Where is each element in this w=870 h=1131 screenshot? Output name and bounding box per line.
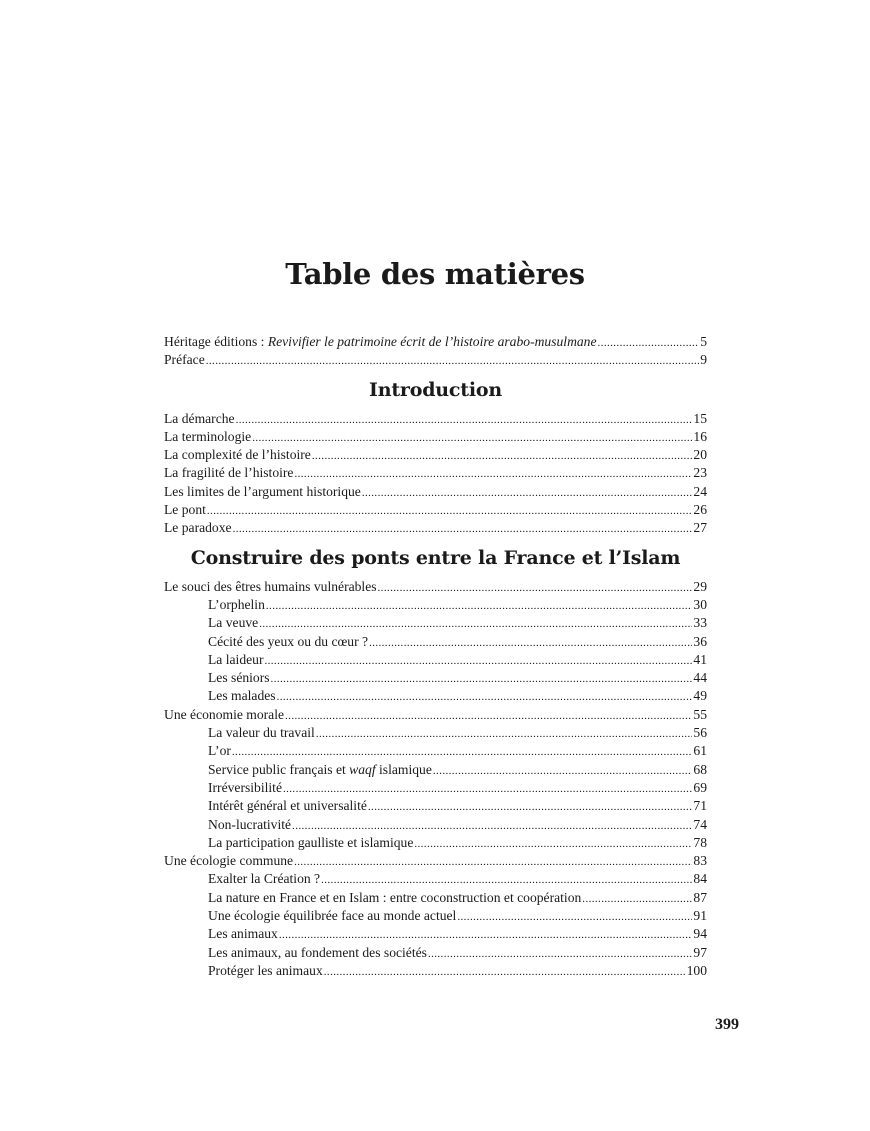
dot-leader bbox=[236, 411, 693, 429]
toc-entry-title-text: La participation gaulliste et islamique bbox=[208, 834, 414, 850]
toc-entry bbox=[164, 410, 707, 428]
toc-entry-page: 100 bbox=[686, 962, 707, 978]
dot-leader bbox=[312, 447, 693, 465]
toc-entry bbox=[164, 742, 707, 760]
toc-entry-title-text: La terminologie bbox=[164, 428, 252, 444]
toc-entry-page: 26 bbox=[693, 502, 707, 518]
toc-entry bbox=[164, 761, 707, 779]
toc-entry-title-text: Une écologie commune bbox=[164, 853, 294, 869]
toc-entry-title bbox=[208, 687, 276, 705]
toc-entry-title-text: Préface bbox=[164, 352, 205, 368]
toc-entry-title-text: Le pont bbox=[164, 502, 206, 518]
toc-entry-title bbox=[164, 410, 235, 428]
toc-entry bbox=[164, 834, 707, 852]
toc-entry-title-italic: waqf bbox=[349, 761, 376, 777]
toc-entry bbox=[164, 907, 707, 925]
toc-entry-page: 9 bbox=[700, 352, 707, 368]
toc-entry-title bbox=[164, 483, 361, 501]
toc-entry bbox=[164, 519, 707, 537]
dot-leader bbox=[292, 817, 692, 835]
toc-entry-page: 68 bbox=[693, 761, 707, 777]
toc-entry bbox=[164, 944, 707, 962]
toc-entry-title bbox=[164, 351, 205, 369]
toc-entry-title bbox=[164, 464, 293, 482]
dot-leader bbox=[428, 945, 692, 963]
toc-entry-page: 56 bbox=[693, 725, 707, 741]
toc-entry-page: 24 bbox=[693, 483, 707, 499]
toc-entry-page: 29 bbox=[693, 578, 707, 594]
toc-entry bbox=[164, 351, 707, 369]
toc-entry-title-text: La complexité de l’histoire bbox=[164, 447, 311, 463]
toc-entry-title-text: L’or bbox=[208, 743, 231, 759]
toc-entry bbox=[164, 706, 707, 724]
toc-entry bbox=[164, 669, 707, 687]
toc-entry-page: 74 bbox=[693, 816, 707, 832]
toc-entry-page: 33 bbox=[693, 615, 707, 631]
toc-entry-title-text: Intérêt général et universalité bbox=[208, 798, 367, 814]
toc-entry-title-text: islamique bbox=[375, 761, 432, 777]
toc-entry-page: 55 bbox=[693, 706, 707, 722]
toc-entry-page: 41 bbox=[693, 651, 707, 667]
toc-entry-title-text: Les séniors bbox=[208, 670, 270, 686]
dot-leader bbox=[232, 743, 693, 761]
dot-leader bbox=[362, 484, 693, 502]
dot-leader bbox=[433, 762, 693, 780]
toc-entry-page: 27 bbox=[693, 520, 707, 536]
dot-leader bbox=[294, 853, 692, 871]
toc-entry-title bbox=[208, 742, 231, 760]
dot-leader bbox=[271, 670, 693, 688]
dot-leader bbox=[264, 652, 692, 670]
toc-entry-page: 87 bbox=[693, 889, 707, 905]
toc-entry-title bbox=[208, 907, 456, 925]
toc-entry-page: 5 bbox=[700, 334, 707, 349]
toc-entry-title-text: La fragilité de l’histoire bbox=[164, 465, 294, 481]
toc-entry-title-text: La laideur bbox=[208, 651, 264, 667]
toc-entry-title bbox=[208, 889, 581, 907]
toc-entry-title bbox=[208, 925, 278, 943]
toc-entry-title bbox=[164, 852, 293, 870]
dot-leader bbox=[378, 579, 693, 597]
toc-entry bbox=[164, 651, 707, 669]
toc-entry-title-text: Une économie morale bbox=[164, 706, 285, 722]
toc-entry-title-text: Les limites de l’argument historique bbox=[164, 483, 361, 499]
section-heading: Introduction bbox=[369, 378, 502, 401]
toc-entry-title-text: Protéger les animaux bbox=[208, 962, 323, 978]
dot-leader bbox=[316, 725, 693, 743]
dot-leader bbox=[277, 688, 693, 706]
dot-leader bbox=[206, 352, 699, 370]
toc-entry-page: 36 bbox=[693, 633, 707, 649]
toc-entry-title bbox=[208, 797, 367, 815]
toc-entry bbox=[164, 687, 707, 705]
toc-entry-page: 30 bbox=[693, 596, 707, 612]
toc-entry-title bbox=[208, 834, 413, 852]
toc-entry-page: 71 bbox=[693, 798, 707, 814]
toc-entry-title-italic: Revivifier le patrimoine écrit de l’histoire arabo-musulmane bbox=[267, 334, 597, 349]
toc-entry-title-text: Cécité des yeux ou du cœur ? bbox=[208, 633, 369, 649]
toc-entry-title bbox=[208, 779, 282, 797]
dot-leader bbox=[324, 963, 686, 981]
dot-leader bbox=[582, 890, 692, 908]
dot-leader bbox=[414, 835, 692, 853]
dot-leader bbox=[457, 908, 692, 926]
toc-entry bbox=[164, 724, 707, 742]
toc-entry-title bbox=[208, 651, 263, 669]
toc-entry-title bbox=[208, 669, 270, 687]
toc-entry-title-text: Irréversibilité bbox=[208, 779, 282, 795]
toc-entry-title bbox=[208, 944, 427, 962]
toc-entry-title bbox=[164, 446, 311, 464]
dot-leader bbox=[368, 798, 693, 816]
toc-entry-page: 69 bbox=[693, 779, 707, 795]
page-title: Table des matières bbox=[285, 257, 585, 291]
toc-entry bbox=[164, 333, 707, 351]
toc-entry-title-text: La nature en France et en Islam : entre coconstruction et coopération bbox=[208, 889, 582, 905]
section-heading: Construire des ponts entre la France et l’Islam bbox=[190, 546, 681, 569]
toc-entry-page: 97 bbox=[693, 944, 707, 960]
toc-entry bbox=[164, 501, 707, 519]
toc-entry-title bbox=[208, 816, 291, 834]
toc-entry-title bbox=[208, 614, 258, 632]
dot-leader bbox=[321, 871, 692, 889]
toc-entry bbox=[164, 779, 707, 797]
toc-entry-title bbox=[164, 578, 377, 596]
toc-entry-title bbox=[164, 428, 251, 446]
toc-entry-title bbox=[208, 633, 368, 651]
dot-leader bbox=[369, 634, 692, 652]
toc-entry bbox=[164, 633, 707, 651]
toc-entry bbox=[164, 578, 707, 596]
toc-entry-page: 44 bbox=[693, 670, 707, 686]
page-number: 399 bbox=[715, 1016, 739, 1033]
toc-entry bbox=[164, 428, 707, 446]
toc-entry-page: 94 bbox=[693, 926, 707, 942]
toc-entry-title-text: Les animaux, au fondement des sociétés bbox=[208, 944, 427, 960]
toc-entry-page: 23 bbox=[693, 465, 707, 481]
toc-entry-title-text: Service public français et bbox=[208, 761, 350, 777]
toc-entry bbox=[164, 596, 707, 614]
toc-entry-page: 78 bbox=[693, 834, 707, 850]
toc-entry-title-text: Les animaux bbox=[208, 926, 278, 942]
dot-leader bbox=[279, 926, 693, 944]
toc-entry-title bbox=[208, 761, 432, 779]
toc-entry-page: 16 bbox=[693, 428, 707, 444]
toc-entry-page: 15 bbox=[693, 410, 707, 426]
toc-entry bbox=[164, 483, 707, 501]
dot-leader bbox=[233, 520, 693, 538]
toc-entry-page: 61 bbox=[693, 743, 707, 759]
dot-leader bbox=[283, 780, 692, 798]
toc-entry-title bbox=[208, 596, 265, 614]
toc-entry-title-text: La valeur du travail bbox=[208, 725, 315, 741]
toc-entry bbox=[164, 962, 707, 980]
toc-entry-title bbox=[164, 501, 206, 519]
toc-entry-title-text: Exalter la Création ? bbox=[208, 871, 321, 887]
toc-entry-title-text: Héritage éditions : bbox=[164, 334, 268, 349]
toc-entry bbox=[164, 446, 707, 464]
toc-entry-page: 91 bbox=[693, 908, 707, 924]
dot-leader bbox=[294, 465, 692, 483]
dot-leader bbox=[266, 597, 693, 615]
toc-entry bbox=[164, 797, 707, 815]
toc-entry bbox=[164, 614, 707, 632]
toc-entry-title-text: Le souci des êtres humains vulnérables bbox=[164, 578, 377, 594]
toc-entry-page: 84 bbox=[693, 871, 707, 887]
toc-entry bbox=[164, 925, 707, 943]
toc-entry bbox=[164, 816, 707, 834]
toc-entry-page: 83 bbox=[693, 853, 707, 869]
toc-entry-title bbox=[208, 962, 323, 980]
dot-leader bbox=[285, 707, 692, 725]
toc-entry-title-text: L’orphelin bbox=[208, 596, 265, 612]
toc-entry-title-text: Une écologie équilibrée face au monde actuel bbox=[208, 908, 457, 924]
toc-entry-title bbox=[164, 706, 284, 724]
toc-entry-title bbox=[208, 724, 315, 742]
dot-leader bbox=[259, 615, 692, 633]
toc-entry-title-text: La démarche bbox=[164, 410, 235, 426]
dot-leader bbox=[207, 502, 693, 520]
toc-entry-title-text: Le paradoxe bbox=[164, 520, 232, 536]
toc-entry bbox=[164, 464, 707, 482]
table-of-contents bbox=[164, 333, 707, 980]
dot-leader bbox=[252, 429, 692, 447]
toc-entry-title-text: La veuve bbox=[208, 615, 259, 631]
toc-entry-page: 20 bbox=[693, 447, 707, 463]
toc-entry-title bbox=[164, 333, 597, 351]
toc-entry-title bbox=[164, 519, 232, 537]
toc-entry bbox=[164, 852, 707, 870]
toc-entry-title-text: Non-lucrativité bbox=[208, 816, 292, 832]
toc-entry-page: 49 bbox=[693, 688, 707, 704]
toc-entry-title-text: Les malades bbox=[208, 688, 276, 704]
toc-entry-title bbox=[208, 870, 320, 888]
toc-entry bbox=[164, 889, 707, 907]
toc-entry bbox=[164, 870, 707, 888]
dot-leader bbox=[598, 334, 700, 352]
